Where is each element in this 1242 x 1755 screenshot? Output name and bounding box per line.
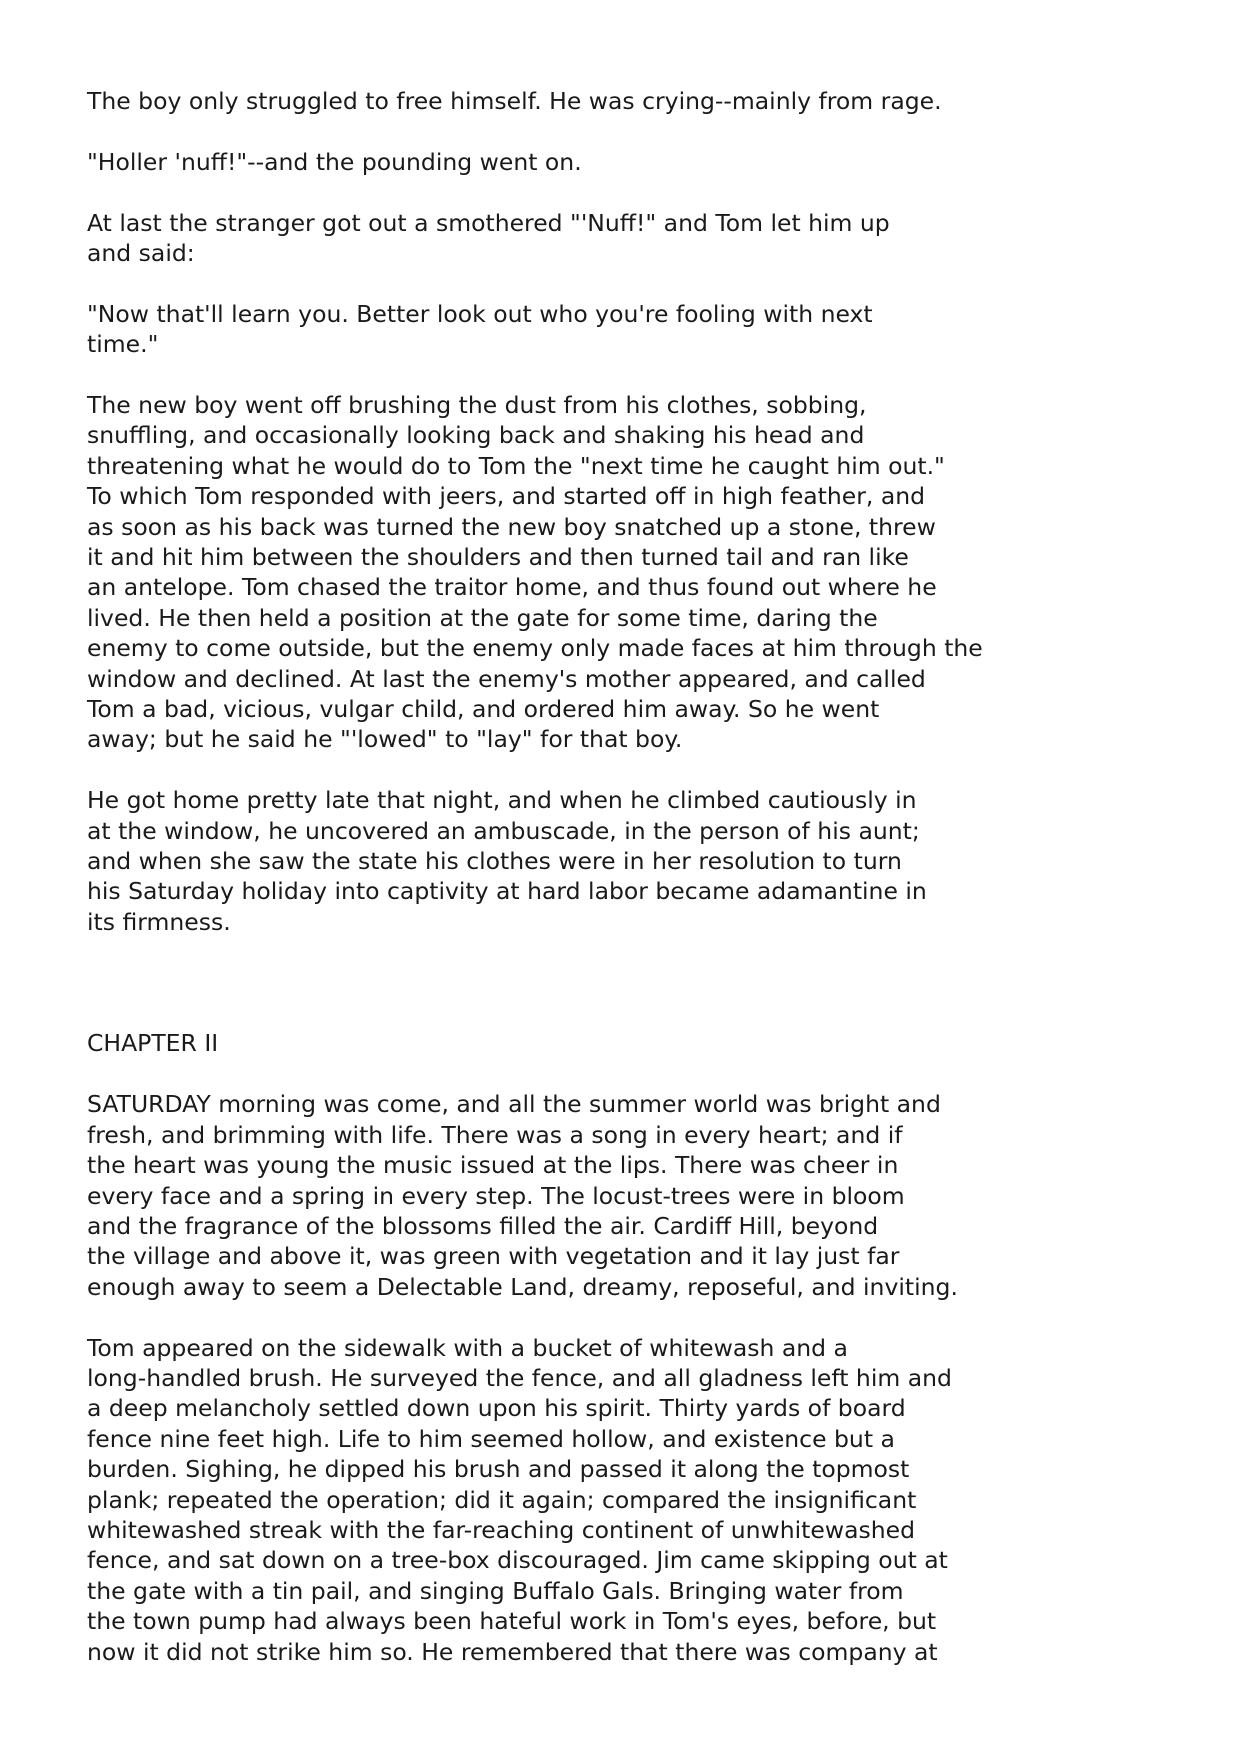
text-line: lived. He then held a position at the gate for some time, daring the	[87, 603, 878, 632]
text-line: The boy only struggled to free himself. He was crying--mainly from rage.	[87, 87, 942, 115]
text-line: its firmness.	[87, 907, 231, 936]
text-line: fence, and sat down on a tree-box discouraged. Jim came skipping out at	[87, 1546, 948, 1575]
text-line: and the fragrance of the blossoms filled the air. Cardiff Hill, beyond	[87, 1211, 879, 1240]
text-line: burden. Sighing, he dipped his brush and passed it along the topmost	[87, 1455, 910, 1484]
text-line: "Now that'll learn you. Better look out who you're fooling with next	[87, 299, 873, 328]
text-line: whitewashed streak with the far-reaching continent of unwhitewashed	[87, 1515, 915, 1544]
text-line: and when she saw the state his clothes were in her resolution to turn	[87, 847, 902, 876]
text-line: the village and above it, was green with vegetation and it lay just far	[87, 1242, 900, 1271]
text-line: fresh, and brimming with life. There was a song in every heart; and if	[87, 1120, 903, 1149]
text-line: At last the stranger got out a smothered "'Nuff!" and Tom let him up	[87, 208, 890, 237]
text-line: a deep melancholy settled down upon his spirit. Thirty yards of board	[87, 1394, 906, 1423]
paragraph-5	[87, 390, 1207, 755]
text-line: fence nine feet high. Life to him seemed hollow, and existence but a	[87, 1424, 895, 1453]
text-line: enemy to come outside, but the enemy only made faces at him through the	[87, 634, 983, 663]
text-line: Tom a bad, vicious, vulgar child, and ordered him away. So he went	[87, 695, 880, 724]
text-line: now it did not strike him so. He remembered that there was company at	[87, 1637, 938, 1666]
text-line: Tom appeared on the sidewalk with a bucket of whitewash and a	[87, 1333, 848, 1362]
text-line: the town pump had always been hateful work in Tom's eyes, before, but	[87, 1607, 937, 1636]
text-line: threatening what he would do to Tom the "next time he caught him out."	[87, 451, 945, 480]
document-page	[87, 86, 1207, 1697]
text-line: The new boy went off brushing the dust from his clothes, sobbing,	[87, 391, 867, 419]
paragraph-3	[87, 208, 1207, 269]
chapter-title: CHAPTER II	[87, 1029, 219, 1058]
text-line: "Holler 'nuff!"--and the pounding went on.	[87, 147, 582, 176]
paragraph-8	[87, 1333, 1207, 1667]
text-line: an antelope. Tom chased the traitor home, and thus found out where he	[87, 573, 937, 602]
paragraph-2	[87, 147, 1207, 177]
text-line: every face and a spring in every step. The locust-trees were in bloom	[87, 1181, 905, 1210]
text-line: plank; repeated the operation; did it again; compared the insignificant	[87, 1485, 917, 1514]
text-line: at the window, he uncovered an ambuscade, in the person of his aunt;	[87, 816, 920, 845]
text-line: snuffling, and occasionally looking back and shaking his head and	[87, 421, 865, 450]
text-line: it and hit him between the shoulders and then turned tail and ran like	[87, 543, 909, 572]
text-line: long-handled brush. He surveyed the fence, and all gladness left him and	[87, 1363, 952, 1392]
paragraph-6	[87, 785, 1207, 937]
text-line: the gate with a tin pail, and singing Buffalo Gals. Bringing water from	[87, 1576, 904, 1605]
chapter-spacer	[87, 968, 1207, 1029]
paragraph-7	[87, 1089, 1207, 1302]
text-line: his Saturday holiday into captivity at hard labor became adamantine in	[87, 877, 927, 906]
text-line: To which Tom responded with jeers, and started off in high feather, and	[87, 482, 926, 511]
text-line: He got home pretty late that night, and when he climbed cautiously in	[87, 786, 917, 815]
text-line: window and declined. At last the enemy's mother appeared, and called	[87, 664, 926, 693]
chapter-heading	[87, 1028, 1207, 1058]
text-line: enough away to seem a Delectable Land, dreamy, reposeful, and inviting.	[87, 1272, 958, 1301]
text-line: as soon as his back was turned the new boy snatched up a stone, threw	[87, 512, 936, 541]
text-line: time."	[87, 330, 159, 359]
paragraph-1	[87, 86, 1207, 116]
text-line: and said:	[87, 239, 195, 267]
paragraph-4	[87, 299, 1207, 360]
text-line: the heart was young the music issued at the lips. There was cheer in	[87, 1151, 899, 1180]
text-line: away; but he said he "'lowed" to "lay" for that boy.	[87, 725, 683, 754]
text-line: SATURDAY morning was come, and all the summer world was bright and	[87, 1090, 941, 1119]
